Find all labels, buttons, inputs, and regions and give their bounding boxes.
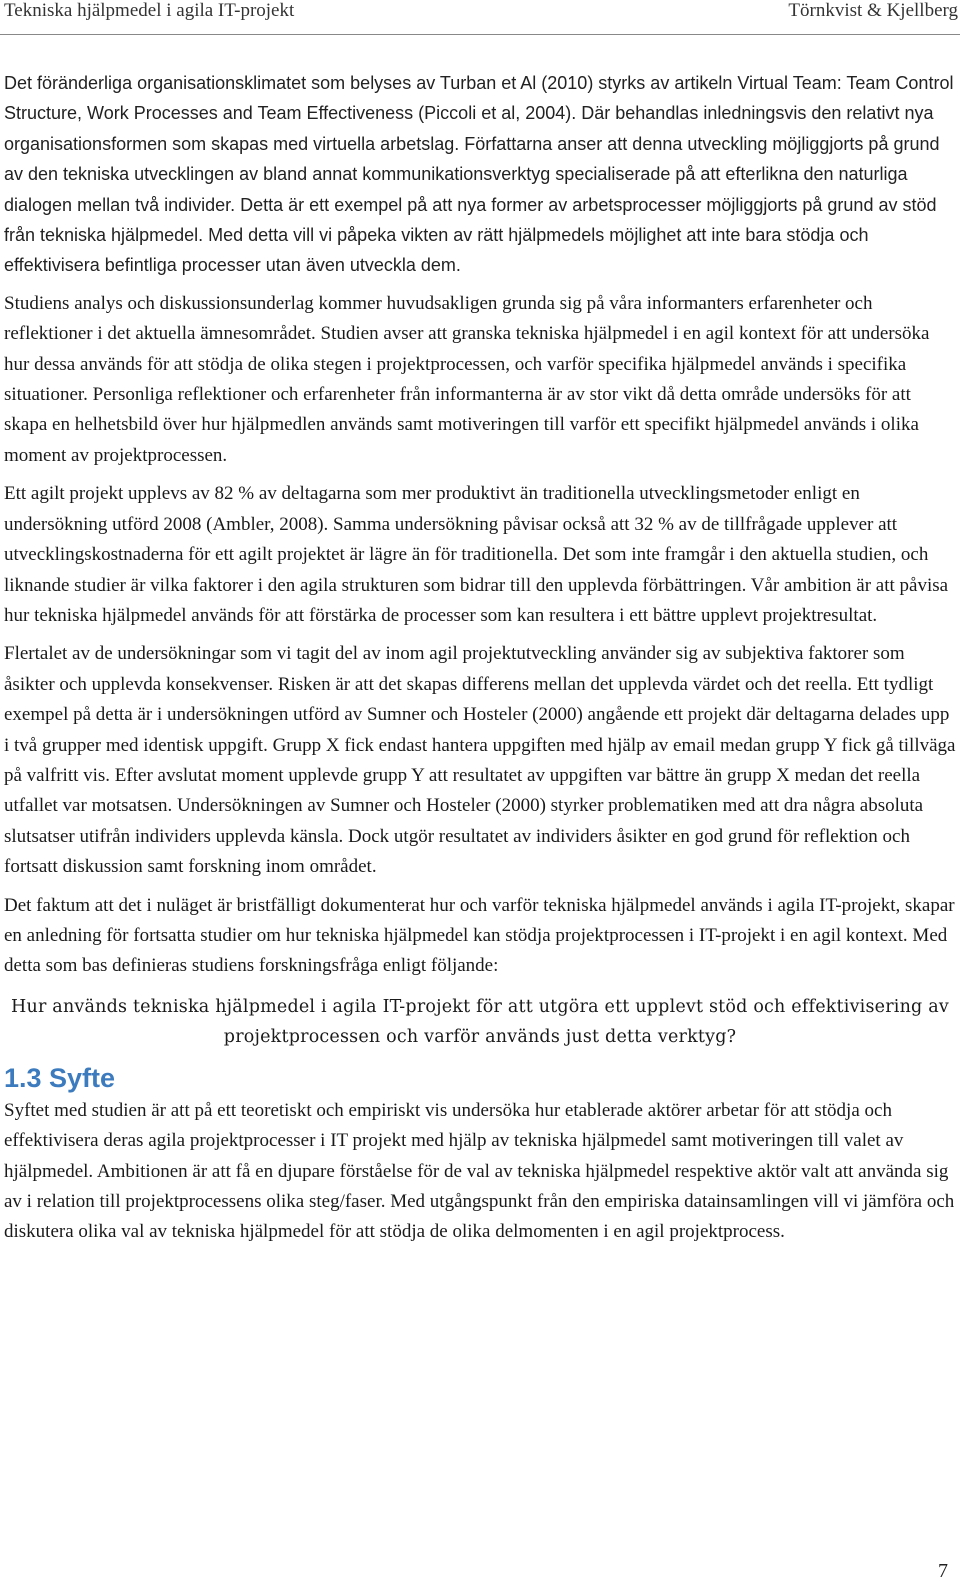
paragraph-2: Studiens analys och diskussionsunderlag kommer huvudsakligen grunda sig på våra informanters erfarenheter och reflektioner i det aktuella ämnesområdet. Studien avser att granska tekniska hjälpmedel i en agil kontext för att undersöka hur dessa används för att stödja de olika stegen i projektprocessen, och varför specifika hjälpmedel används i specifika situationer. Personliga reflektioner och erfarenheter från informanterna är av stor vikt då detta område undersöks för att skapa en helhetsbild över hur hjälpmedlen används samt motiveringen till varför ett specifikt hjälpmedel används i olika moment av projektprocessen.: [4, 292, 930, 466]
page-header: [0, 0, 960, 35]
running-title: Tekniska hjälpmedel i agila IT-projekt: [4, 0, 295, 21]
running-authors: Törnkvist & Kjellberg: [788, 0, 958, 21]
paragraph-4: Flertalet av de undersökningar som vi tagit del av inom agil projektutveckling använder sig av subjektiva faktorer som åsikter och upplevda konsekvenser. Risken är att det skapas differens mellan det upplevda värdet och det reella. Ett tydligt exempel på detta är i undersökningen utförd av Sumner och Hosteler (2000) angående ett projekt där deltagarna delades upp i två grupper med identisk uppgift. Grupp X fick endast hantera uppgiften med hjälp av email medan grupp Y fick gå tillväga på valfritt vis. Efter avslutat moment upplevde grupp Y att resultatet av uppgiften var bättre än grupp X medan det reella utfallet var motsatsen. Undersökningen av Sumner och Hosteler (2000) styrker problematiken med att dra några absoluta slutsatser utifrån individers upplevda känsla. Dock utgör resultatet av individers åsikter en god grund för reflektion och fortsatt diskussion samt forskning inom området.: [4, 643, 956, 878]
section-paragraph: Syftet med studien är att på ett teoretiskt och empiriskt vis undersöka hur etablerade aktörer arbetar för att stödja och effektivisera deras agila projektprocesser i IT projekt med hjälp av tekniska hjälpmedel samt motiveringen till valet av hjälpmedel. Ambitionen är att få en djupare förståelse för de val av tekniska hjälpmedel respektive aktör valt att använda sig av i relation till projektprocessens olika steg/faser. Med utgångspunkt från den empiriska datainsamlingen vill vi jämföra och diskutera olika val av tekniska hjälpmedel för att stödja de olika delmomenten i en agil projektprocess.: [4, 1099, 955, 1243]
paragraph-1: Det föränderliga organisationsklimatet som belyses av Turban et Al (2010) styrks av artikeln Virtual Team: Team Control Structure, Work Processes and Team Effectiveness (Piccoli et al, 2004). Där behandlas inledningsvis den relativt nya organisationsformen som skapas med virtuella arbetslag. Författarna anser att denna utveckling möjliggjorts på grund av den tekniska utvecklingen av bland annat kommunikationsverktyg specialiserade på att efterlikna den naturliga dialogen mellan två individer. Detta är ett exempel på att nya former av arbetsprocesser möjliggjorts på grund av stöd från tekniska hjälpmedel. Med detta vill vi påpeka vikten av rätt hjälpmedels möjlighet att inte bara stödja och effektivisera befintliga processer utan även utveckla dem.: [4, 73, 954, 276]
research-question: Hur används tekniska hjälpmedel i agila IT-projekt för att utgöra ett upplevt stöd och effektivisering av projektprocessen och varför används just detta verktyg?: [11, 996, 949, 1047]
paragraph-3: Ett agilt projekt upplevs av 82 % av deltagarna som mer produktivt än traditionella utvecklingsmetoder enligt en undersökning utförd 2008 (Ambler, 2008). Samma undersökning påvisar också att 32 % av de tillfrågade upplever att utvecklingskostnaderna för ett agilt projektet är lägre än för traditionella. Det som inte framgår i den aktuella studien, och liknande studier är vilka faktorer i den agila strukturen som bidrar till den upplevda förbättringen. Vår ambition är att påvisa hur tekniska hjälpmedel används för att förstärka de processer som kan resultera i ett bättre upplevt projektresultat.: [4, 483, 949, 626]
page-number: 7: [938, 1560, 948, 1582]
paragraph-5: Det faktum att det i nuläget är bristfälligt dokumenterat hur och varför tekniska hjälpmedel används i agila IT-projekt, skapar en anledning för fortsatta studier om hur tekniska hjälpmedel kan stödja projektprocessen i IT-projekt i en agil kontext. Med detta som bas definieras studiens forskningsfråga enligt följande:: [4, 894, 955, 977]
page-content: [4, 68, 956, 1248]
section-heading: 1.3 Syfte: [4, 1062, 116, 1093]
